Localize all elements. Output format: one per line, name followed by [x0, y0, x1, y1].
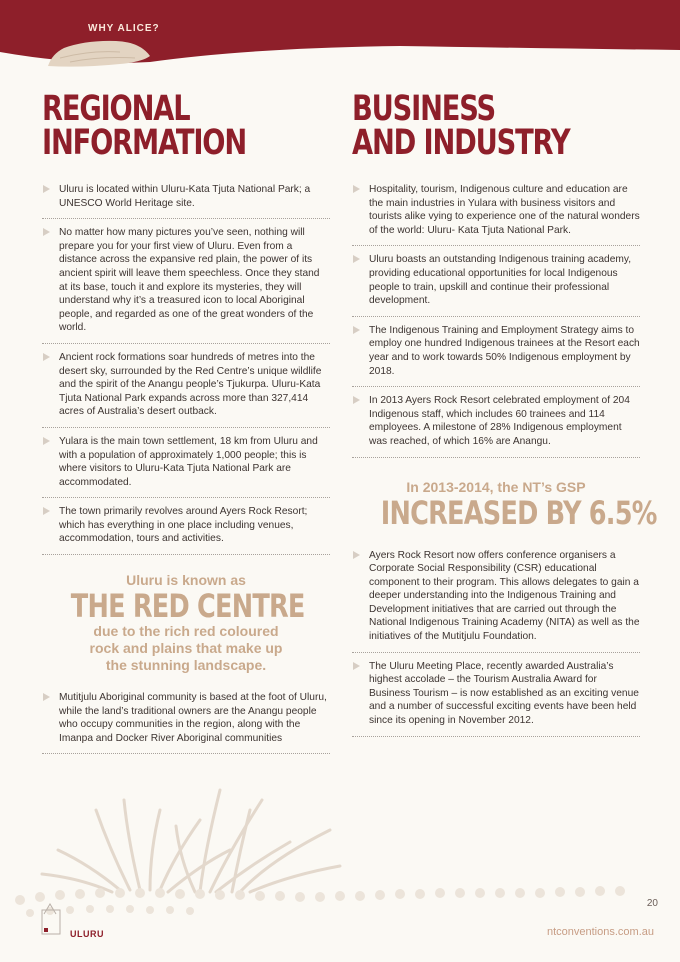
business-bullets-bottom — [352, 542, 640, 737]
bullet-arrow-icon — [353, 255, 360, 263]
footer-destination-label: ULURU — [70, 929, 104, 939]
header-band — [0, 0, 680, 70]
business-industry-column — [352, 89, 657, 737]
list-item: Uluru boasts an outstanding Indigenous training academy, providing educational opportunities for local Indigenous people to train, upskill and continue their professional development. — [352, 246, 640, 316]
section-label: WHY ALICE? — [88, 23, 160, 34]
regional-information-heading: REGIONAL INFORMATION — [42, 89, 247, 163]
footer-website-link[interactable]: ntconventions.com.au — [546, 926, 654, 938]
bullet-arrow-icon — [353, 396, 360, 404]
callout-intro: Uluru is known as — [126, 572, 246, 589]
bullet-arrow-icon — [43, 507, 50, 515]
callout-intro: In 2013-2014, the NT’s GSP — [406, 478, 586, 495]
bullet-arrow-icon — [353, 326, 360, 334]
business-bullets-top — [352, 176, 640, 458]
bullet-arrow-icon — [353, 662, 360, 670]
callout-subtext-line: due to the rich red coloured — [93, 623, 279, 640]
list-item: The Uluru Meeting Place, recently awarded Australia’s highest accolade – the Tourism Australia Award for Business Tourism – is now established as an exciting venue and a number of successful exciting events have been held since its opening in November 2012. — [352, 653, 640, 737]
callout-headline: INCREASED BY 6.5% — [380, 493, 657, 532]
callout-headline: THE RED CENTRE — [70, 587, 305, 626]
regional-bullets-bottom — [42, 684, 330, 754]
bullet-arrow-icon — [353, 551, 360, 559]
page-number: 20 — [646, 898, 658, 909]
callout-subtext-line: rock and plains that make up — [89, 640, 283, 657]
list-item: The town primarily revolves around Ayers Rock Resort; which has everything in one place including venues, accommodation, tours and activities. — [42, 498, 330, 555]
bullet-arrow-icon — [353, 185, 360, 193]
business-industry-heading: BUSINESS AND INDUSTRY — [352, 89, 570, 163]
gsp-callout — [352, 478, 657, 532]
callout-subtext-line: the stunning landscape. — [105, 657, 267, 674]
bullet-arrow-icon — [43, 185, 50, 193]
list-item: No matter how many pictures you’ve seen, nothing will prepare you for your first view of Uluru. Even from a distance across the expansive red plain, the power of its ancient spirit will leave them speechless. Once they stand at its base, touch it and explore its mysteries, they will understand why it’s a treasured icon to local Aboriginal people, and regarded as one of the great wonders of the world. — [42, 219, 330, 344]
list-item: Ancient rock formations soar hundreds of metres into the desert sky, surrounded by the Red Centre’s unique wildlife and the spirit of the Anangu people’s Tjukurpa. Uluru-Kata Tjuta National Park expands across more than 327,414 acres of Australia’s desert outback. — [42, 344, 330, 428]
bullet-arrow-icon — [43, 693, 50, 701]
list-item: Mutitjulu Aboriginal community is based at the foot of Uluru, while the land’s traditional owners are the Anangu people who occupy communities in the region, along with the Imanpa and Docker River Aboriginal communities — [42, 684, 330, 754]
list-item: Uluru is located within Uluru-Kata Tjuta National Park; a UNESCO World Heritage site. — [42, 176, 330, 219]
bullet-arrow-icon — [43, 437, 50, 445]
list-item: Ayers Rock Resort now offers conference organisers a Corporate Social Responsibility (CSR) educational component to their program. This allows delegates to gain a deeper understanding into the Indigenous Training and Development initiatives that are carried out through the National Indigenous Training Academy (NITA) as well as the initiatives of the Mutitjulu Foundation. — [352, 542, 640, 653]
spinifex-grass-illustration — [0, 770, 680, 920]
list-item: Hospitality, tourism, Indigenous culture and education are the main industries in Yulara with business visitors and tourists alike vying to experience one of the natural wonders of the world: Uluru- Kata Tjuta National Park. — [352, 176, 640, 246]
bullet-arrow-icon — [43, 353, 50, 361]
regional-bullets-top — [42, 176, 330, 555]
list-item: Yulara is the main town settlement, 18 km from Uluru and with a population of approximately 1,000 people; this is where visitors to Uluru-Kata Tjuta National Park are accommodated. — [42, 428, 330, 498]
regional-information-column — [42, 89, 330, 754]
red-centre-callout — [42, 571, 330, 674]
uluru-logo-icon — [40, 900, 64, 936]
list-item: In 2013 Ayers Rock Resort celebrated employment of 204 Indigenous staff, which includes 60 trainees and 114 employees. A milestone of 28% Indigenous employment was reached, of which 16% are Anangu. — [352, 387, 640, 457]
list-item: The Indigenous Training and Employment Strategy aims to employ one hundred Indigenous trainees at the Resort each year and to work towards 50% Indigenous employment by 2018. — [352, 317, 640, 387]
bullet-arrow-icon — [43, 228, 50, 236]
